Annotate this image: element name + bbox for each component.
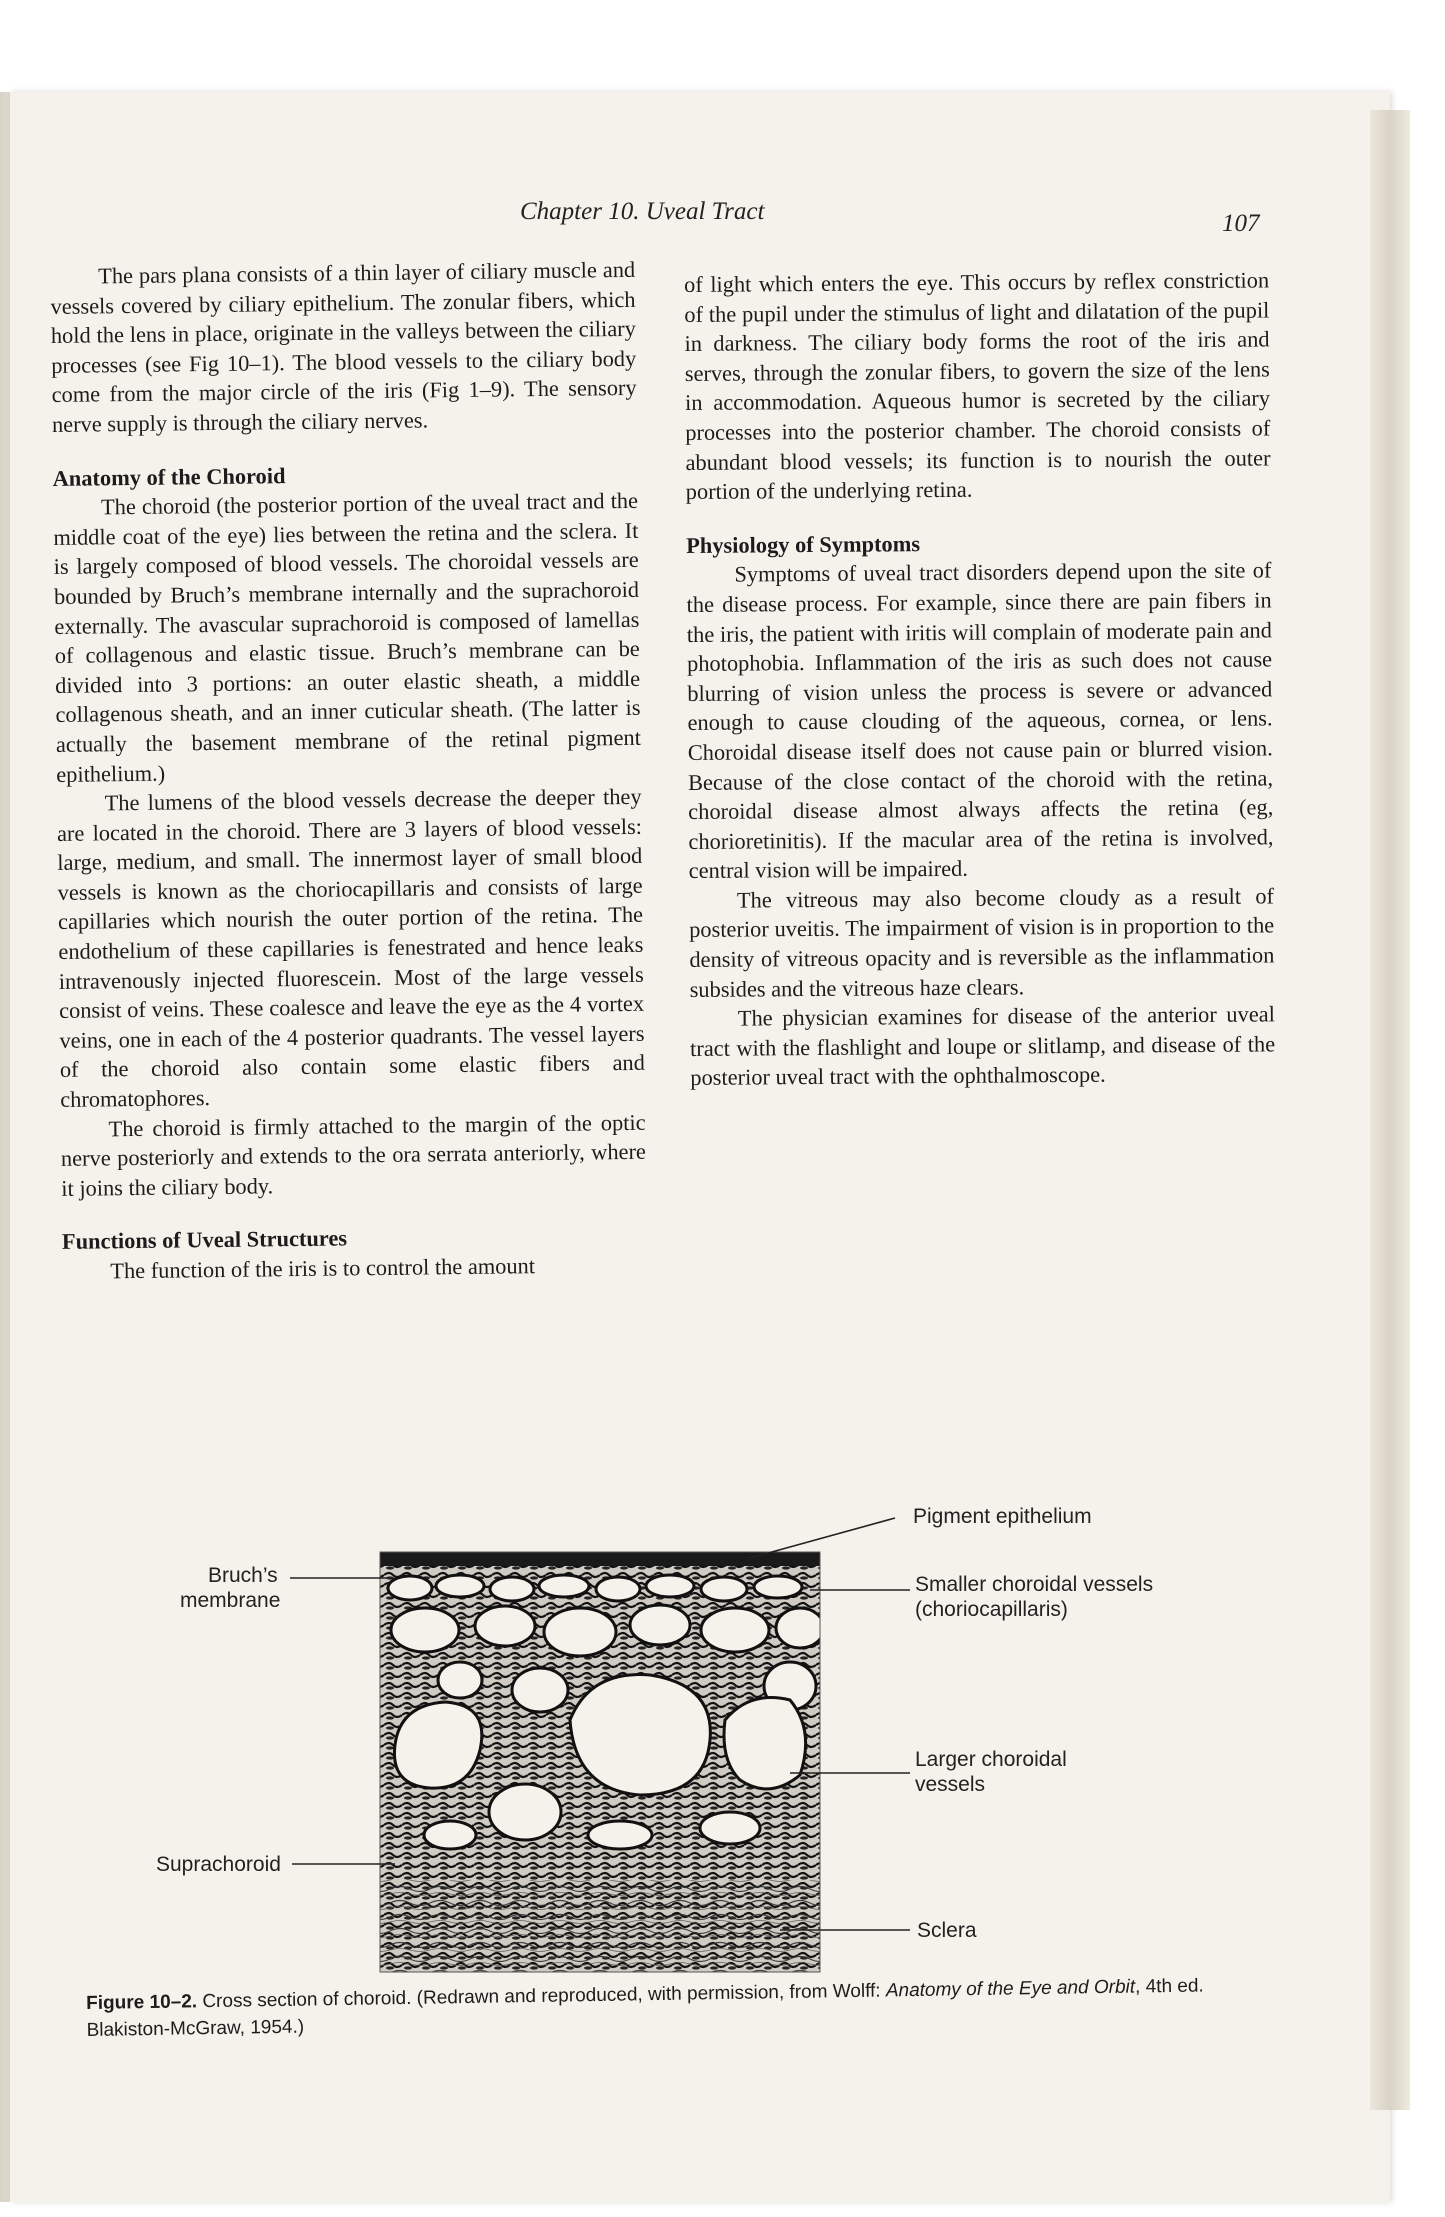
label-larger-choroidal-vessels: Larger choroidal — [915, 1748, 1067, 1771]
paragraph-pars-plana: The pars plana consists of a thin layer of ciliary muscle and vessels covered by ciliary epithelium. The zonular fibers, which hold the lens in place, originate in the valleys between the ciliary processes (see Fig 10–1). The blood vessels to the ciliary body come from the major circle of the iris (Fig 1–9). The sensory nerve supply is through the ciliary nerves. — [50, 256, 637, 437]
page-number: 107 — [1222, 210, 1260, 237]
label-larger-vessels-line2: vessels — [915, 1773, 986, 1796]
heading-physiology-of-symptoms: Physiology of Symptoms — [686, 530, 921, 558]
label-bruchs-membrane-line2: membrane — [180, 1589, 281, 1612]
label-choriocapillaris: (choriocapillaris) — [915, 1598, 1068, 1621]
tissue-section — [380, 1552, 824, 1972]
label-bruchs-membrane-line1: Bruch’s — [208, 1564, 278, 1587]
running-head: Chapter 10. Uveal Tract — [520, 198, 765, 225]
paragraph-iris-function: The function of the iris is to control the amount — [110, 1253, 536, 1284]
paragraph-physician-exam: The physician examines for disease of the anterior uveal tract with the flashlight and loupe or slitlamp, and disease of the posterior uveal tract with the ophthalmoscope. — [690, 1001, 1276, 1091]
paragraph-light-control: of light which enters the eye. This occurs by reflex constriction of the pupil under the stimulus of light and dilatation of the pupil in darkness. The ciliary body forms the root of the iris and serves, through the zonular fibers, to govern the size of the lens in accommodation. Aqueous humor is secreted by the ciliary processes into the posterior chamber. The choroid consists of abundant blood vessels; its function is to nourish the outer portion of the underlying retina. — [684, 267, 1271, 505]
caption-citation-end: , 4th ed. Blakiston-McGraw, 1954.) — [86, 1975, 1204, 2041]
figure-choroid-cross-section — [150, 1490, 1270, 1990]
right-column — [684, 265, 1275, 1093]
label-suprachoroid: Suprachoroid — [156, 1853, 281, 1876]
page-stack-edge — [1370, 110, 1410, 2110]
caption-book-title: Anatomy of the Eye and Orbit — [885, 1976, 1136, 2002]
heading-anatomy-of-choroid: Anatomy of the Choroid — [52, 462, 286, 491]
caption-text: Cross section of choroid. (Redrawn and reproduced, with permission, from Wolff: — [196, 1980, 887, 2013]
label-pigment-epithelium: Pigment epithelium — [913, 1505, 1092, 1528]
left-column — [50, 255, 647, 1287]
paragraph-choroid-description: The choroid (the posterior portion of the uveal tract and the middle coat of the eye) lies between the retina and the sclera. It is largely composed of blood vessels. The choroidal vessels are bounded by Bruch’s membrane internally and the suprachoroid externally. The avascular suprachoroid is composed of lamellas of collagenous and elastic tissue. Bruch’s membrane can be divided into 3 portions: an outer elastic sheath, a middle collagenous sheath, and an inner cuticular sheath. (The latter is actually the basement membrane of the retinal pigment epithelium.) — [53, 487, 642, 787]
heading-functions-of-uveal-structures: Functions of Uveal Structures — [61, 1225, 348, 1255]
paragraph-choroid-attachment: The choroid is firmly attached to the margin of the optic nerve posteriorly and extends to the ora serrata anteriorly, where it joins the ciliary body. — [60, 1109, 647, 1201]
paragraph-vitreous: The vitreous may also become cloudy as a result of posterior uveitis. The impairment of vision is in proportion to the density of vitreous opacity and is reversible as the inflammation subsides and the vitreous haze clears. — [689, 883, 1275, 1002]
paragraph-blood-vessel-layers: The lumens of the blood vessels decrease the deeper they are located in the choroid. There are 3 layers of blood vessels: large, medium, and small. The innermost layer of small blood vessels is known as the choriocapillaris and consists of large capillaries which nourish the outer portion of the retina. The endothelium of these capillaries is fenestrated and hence leaks intravenously injected fluorescein. Most of the large vessels consist of veins. These coalesce and leave the eye as the 4 vortex veins, one in each of the 4 posterior quadrants. The vessel layers of the choroid also contain some elastic fibers and chromatophores. — [56, 783, 645, 1112]
choroid-illustration — [150, 1490, 1270, 1990]
caption-figure-number: Figure 10–2. — [86, 1991, 198, 2014]
paragraph-symptoms: Symptoms of uveal tract disorders depend upon the site of the disease process. For example, since there are pain fibers in the iris, the patient with iritis will complain of moderate pain and photophobia. Inflammation of the iris as such does not cause blurring of vision unless the process is severe or advanced enough to cause clouding of the aqueous, cornea, or lens. Choroidal disease itself does not cause pain or blurred vision. Because of the close contact of the choroid with the retina, choroidal disease almost always affects the retina (eg, chorioretinitis). If the macular area of the retina is involved, central vision will be impaired. — [686, 557, 1274, 884]
label-smaller-choroidal-vessels: Smaller choroidal vessels — [915, 1573, 1154, 1596]
label-sclera: Sclera — [917, 1919, 977, 1942]
